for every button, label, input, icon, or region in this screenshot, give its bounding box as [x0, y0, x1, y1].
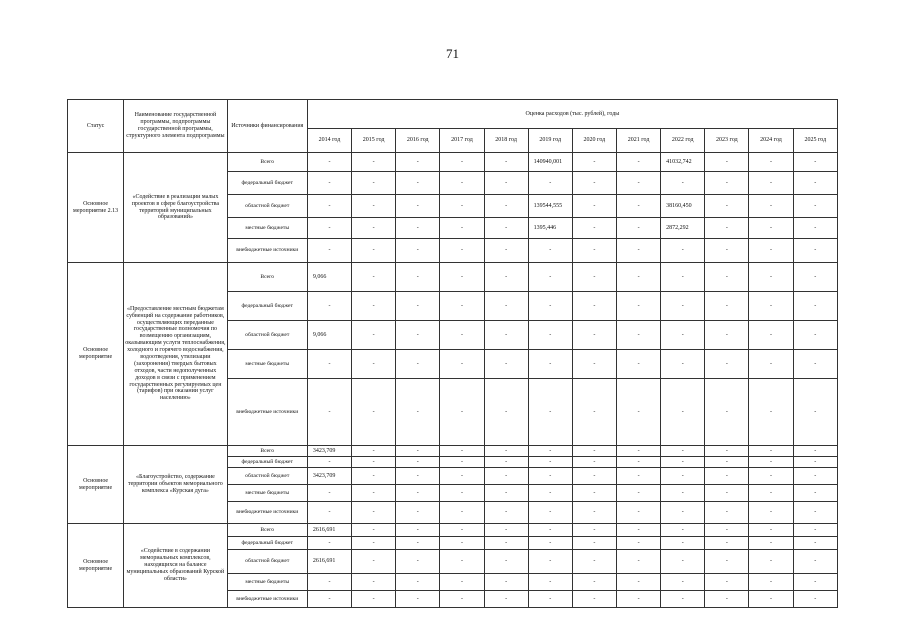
value-cell: 1395,446	[528, 218, 572, 239]
value-cell: -	[396, 468, 440, 485]
value-cell: -	[572, 446, 616, 457]
value-cell: -	[749, 524, 793, 537]
value-cell: -	[616, 379, 660, 446]
value-cell: -	[572, 218, 616, 239]
value-cell: -	[352, 172, 396, 195]
funding-source-cell: федеральный бюджет	[227, 457, 307, 468]
value-cell: -	[793, 591, 837, 608]
value-cell: -	[749, 537, 793, 550]
funding-source-cell: внебюджетные источники	[227, 502, 307, 524]
value-cell: -	[307, 218, 351, 239]
value-cell: -	[440, 591, 484, 608]
value-cell: -	[396, 172, 440, 195]
value-cell: -	[749, 239, 793, 263]
value-cell: -	[440, 574, 484, 591]
value-cell: -	[528, 574, 572, 591]
value-cell: -	[440, 379, 484, 446]
value-cell: 9,066	[307, 321, 351, 350]
value-cell: -	[396, 292, 440, 321]
header-source: Источники финансирования	[227, 100, 307, 153]
value-cell: -	[749, 502, 793, 524]
value-cell: -	[749, 550, 793, 574]
status-cell: Основное мероприятие	[68, 446, 124, 524]
funding-source-cell: областной бюджет	[227, 468, 307, 485]
value-cell: -	[352, 591, 396, 608]
value-cell: -	[616, 574, 660, 591]
header-year: 2019 год	[528, 129, 572, 153]
value-cell: -	[749, 468, 793, 485]
value-cell: -	[484, 263, 528, 292]
value-cell: -	[705, 195, 749, 218]
value-cell: -	[661, 292, 705, 321]
value-cell: -	[749, 379, 793, 446]
value-cell: -	[528, 550, 572, 574]
value-cell: -	[793, 292, 837, 321]
value-cell: -	[793, 550, 837, 574]
value-cell: -	[572, 502, 616, 524]
value-cell: -	[307, 195, 351, 218]
value-cell: -	[705, 263, 749, 292]
value-cell: -	[440, 172, 484, 195]
value-cell: -	[440, 502, 484, 524]
funding-source-cell: Всего	[227, 524, 307, 537]
value-cell: -	[307, 350, 351, 379]
value-cell: -	[572, 153, 616, 172]
value-cell: -	[484, 468, 528, 485]
value-cell: -	[572, 468, 616, 485]
value-cell: -	[616, 350, 660, 379]
value-cell: -	[440, 350, 484, 379]
table-body	[68, 153, 838, 608]
funding-source-cell: Всего	[227, 153, 307, 172]
value-cell: -	[307, 574, 351, 591]
value-cell: -	[616, 502, 660, 524]
value-cell: -	[396, 321, 440, 350]
value-cell: -	[307, 457, 351, 468]
value-cell: -	[352, 457, 396, 468]
status-cell: Основное мероприятие 2.13	[68, 153, 124, 263]
value-cell: -	[705, 524, 749, 537]
value-cell: -	[572, 574, 616, 591]
value-cell: -	[616, 524, 660, 537]
value-cell: -	[528, 457, 572, 468]
value-cell: -	[705, 485, 749, 502]
value-cell: -	[352, 502, 396, 524]
value-cell: -	[661, 446, 705, 457]
value-cell: -	[484, 457, 528, 468]
value-cell: -	[396, 537, 440, 550]
value-cell: -	[307, 239, 351, 263]
value-cell: -	[352, 485, 396, 502]
value-cell: -	[528, 468, 572, 485]
value-cell: -	[396, 524, 440, 537]
value-cell: -	[705, 239, 749, 263]
value-cell: 2872,292	[661, 218, 705, 239]
value-cell: -	[793, 524, 837, 537]
funding-source-cell: областной бюджет	[227, 321, 307, 350]
value-cell: -	[793, 485, 837, 502]
value-cell: -	[661, 263, 705, 292]
value-cell: -	[616, 292, 660, 321]
value-cell: -	[572, 239, 616, 263]
value-cell: -	[616, 550, 660, 574]
value-cell: -	[396, 446, 440, 457]
value-cell: -	[793, 446, 837, 457]
value-cell: -	[396, 153, 440, 172]
value-cell: -	[616, 239, 660, 263]
value-cell: -	[705, 468, 749, 485]
table-header	[68, 100, 838, 153]
value-cell: -	[528, 524, 572, 537]
value-cell: -	[705, 574, 749, 591]
value-cell: -	[749, 263, 793, 292]
value-cell: -	[705, 153, 749, 172]
header-year: 2022 год	[661, 129, 705, 153]
header-year: 2017 год	[440, 129, 484, 153]
value-cell: -	[396, 350, 440, 379]
event-name-cell: «Предоставление местным бюджетам субвенций на содержание работников, осуществляющих переданные государственные полномочия по возмещению организациям, оказывающим услуги теплоснабжения, холодного и горячего водоснабжения, водоотведения, утилизации (захоронения) твердых бытовых отходов, части недополученных доходов в связи с применением государственных регулируемых цен (тарифов) при оказании услуг населению»	[124, 263, 227, 446]
value-cell: -	[484, 218, 528, 239]
value-cell: -	[616, 195, 660, 218]
value-cell: -	[440, 239, 484, 263]
funding-source-cell: федеральный бюджет	[227, 537, 307, 550]
value-cell: -	[793, 468, 837, 485]
value-cell: -	[352, 153, 396, 172]
value-cell: 38160,450	[661, 195, 705, 218]
value-cell: -	[307, 537, 351, 550]
value-cell: -	[484, 379, 528, 446]
value-cell: -	[749, 292, 793, 321]
value-cell: -	[307, 502, 351, 524]
header-year: 2018 год	[484, 129, 528, 153]
value-cell: -	[616, 321, 660, 350]
value-cell: -	[572, 524, 616, 537]
value-cell: -	[793, 321, 837, 350]
funding-source-cell: федеральный бюджет	[227, 292, 307, 321]
value-cell: -	[705, 550, 749, 574]
value-cell: -	[616, 263, 660, 292]
value-cell: -	[661, 591, 705, 608]
value-cell: -	[528, 350, 572, 379]
event-name-cell: «Благоустройство, содержание территории объектов мемориального комплекса «Курская дуга»	[124, 446, 227, 524]
value-cell: -	[396, 379, 440, 446]
value-cell: -	[484, 550, 528, 574]
value-cell: -	[661, 321, 705, 350]
value-cell: -	[352, 574, 396, 591]
funding-source-cell: Всего	[227, 446, 307, 457]
value-cell: -	[352, 195, 396, 218]
value-cell: -	[616, 218, 660, 239]
value-cell: -	[440, 153, 484, 172]
value-cell: 9,066	[307, 263, 351, 292]
budget-table	[67, 99, 838, 608]
value-cell: -	[705, 292, 749, 321]
value-cell: -	[572, 379, 616, 446]
value-cell: -	[749, 218, 793, 239]
header-year: 2021 год	[616, 129, 660, 153]
value-cell: -	[661, 239, 705, 263]
value-cell: -	[749, 321, 793, 350]
value-cell: -	[793, 218, 837, 239]
funding-source-cell: федеральный бюджет	[227, 172, 307, 195]
value-cell: -	[528, 292, 572, 321]
value-cell: -	[528, 502, 572, 524]
value-cell: 139544,555	[528, 195, 572, 218]
value-cell: -	[484, 591, 528, 608]
value-cell: -	[352, 446, 396, 457]
value-cell: -	[705, 537, 749, 550]
header-estimate: Оценка расходов (тыс. рублей), годы	[307, 100, 837, 129]
value-cell: -	[484, 502, 528, 524]
value-cell: -	[572, 195, 616, 218]
value-cell: -	[661, 457, 705, 468]
value-cell: -	[440, 263, 484, 292]
funding-source-cell: местные бюджеты	[227, 485, 307, 502]
funding-source-cell: местные бюджеты	[227, 350, 307, 379]
value-cell: -	[528, 239, 572, 263]
value-cell: -	[793, 195, 837, 218]
value-cell: -	[616, 457, 660, 468]
event-name-cell: «Содействие в реализации малых проектов в сфере благоустройства территорий муниципальных образований»	[124, 153, 227, 263]
value-cell: -	[749, 591, 793, 608]
value-cell: -	[440, 550, 484, 574]
table-row	[68, 446, 838, 457]
value-cell: -	[661, 379, 705, 446]
value-cell: -	[793, 263, 837, 292]
value-cell: -	[352, 468, 396, 485]
value-cell: -	[616, 172, 660, 195]
value-cell: -	[572, 457, 616, 468]
value-cell: -	[396, 502, 440, 524]
value-cell: -	[528, 172, 572, 195]
value-cell: -	[572, 550, 616, 574]
funding-source-cell: местные бюджеты	[227, 574, 307, 591]
value-cell: -	[484, 350, 528, 379]
value-cell: -	[396, 485, 440, 502]
status-cell: Основное мероприятие	[68, 524, 124, 608]
value-cell: -	[661, 172, 705, 195]
value-cell: -	[572, 485, 616, 502]
value-cell: -	[396, 457, 440, 468]
value-cell: -	[793, 502, 837, 524]
value-cell: -	[572, 292, 616, 321]
value-cell: -	[705, 591, 749, 608]
value-cell: -	[661, 485, 705, 502]
value-cell: -	[793, 537, 837, 550]
value-cell: -	[528, 485, 572, 502]
value-cell: -	[528, 591, 572, 608]
value-cell: -	[793, 239, 837, 263]
value-cell: -	[440, 292, 484, 321]
value-cell: -	[616, 537, 660, 550]
header-year: 2025 год	[793, 129, 837, 153]
value-cell: -	[484, 195, 528, 218]
value-cell: -	[749, 574, 793, 591]
value-cell: 3423,709	[307, 468, 351, 485]
value-cell: 3423,709	[307, 446, 351, 457]
value-cell: -	[440, 195, 484, 218]
value-cell: -	[661, 468, 705, 485]
value-cell: -	[396, 195, 440, 218]
status-cell: Основное мероприятие	[68, 263, 124, 446]
value-cell: -	[307, 292, 351, 321]
value-cell: -	[484, 172, 528, 195]
value-cell: -	[705, 321, 749, 350]
value-cell: -	[749, 350, 793, 379]
header-year: 2016 год	[396, 129, 440, 153]
header-name: Наименование государственной программы, подпрограммы государственной программы, структурного элемента подпрограммы	[124, 100, 227, 153]
value-cell: -	[396, 550, 440, 574]
value-cell: -	[705, 457, 749, 468]
value-cell: -	[396, 574, 440, 591]
value-cell: 140940,001	[528, 153, 572, 172]
value-cell: -	[440, 485, 484, 502]
value-cell: -	[528, 537, 572, 550]
value-cell: -	[749, 446, 793, 457]
value-cell: -	[705, 172, 749, 195]
value-cell: -	[484, 239, 528, 263]
value-cell: -	[440, 468, 484, 485]
value-cell: -	[661, 550, 705, 574]
value-cell: -	[352, 350, 396, 379]
value-cell: -	[528, 379, 572, 446]
value-cell: -	[484, 292, 528, 321]
value-cell: -	[793, 574, 837, 591]
header-year: 2014 год	[307, 129, 351, 153]
value-cell: -	[749, 153, 793, 172]
value-cell: -	[307, 485, 351, 502]
value-cell: -	[440, 457, 484, 468]
value-cell: -	[352, 537, 396, 550]
value-cell: -	[661, 502, 705, 524]
value-cell: -	[352, 524, 396, 537]
value-cell: -	[749, 457, 793, 468]
value-cell: -	[307, 379, 351, 446]
value-cell: 2616,691	[307, 524, 351, 537]
funding-source-cell: внебюджетные источники	[227, 591, 307, 608]
value-cell: -	[440, 524, 484, 537]
value-cell: -	[705, 218, 749, 239]
value-cell: -	[352, 379, 396, 446]
value-cell: -	[572, 537, 616, 550]
value-cell: -	[440, 321, 484, 350]
value-cell: -	[484, 153, 528, 172]
header-year: 2023 год	[705, 129, 749, 153]
value-cell: -	[793, 379, 837, 446]
header-year: 2024 год	[749, 129, 793, 153]
value-cell: -	[352, 321, 396, 350]
value-cell: -	[616, 153, 660, 172]
value-cell: -	[440, 446, 484, 457]
value-cell: -	[572, 321, 616, 350]
funding-source-cell: областной бюджет	[227, 195, 307, 218]
value-cell: -	[705, 350, 749, 379]
value-cell: -	[616, 591, 660, 608]
value-cell: -	[396, 239, 440, 263]
value-cell: -	[352, 218, 396, 239]
value-cell: -	[793, 350, 837, 379]
value-cell: -	[705, 446, 749, 457]
value-cell: -	[440, 218, 484, 239]
funding-source-cell: местные бюджеты	[227, 218, 307, 239]
funding-source-cell: областной бюджет	[227, 550, 307, 574]
value-cell: -	[352, 292, 396, 321]
value-cell: -	[661, 350, 705, 379]
value-cell: -	[749, 172, 793, 195]
table-row	[68, 153, 838, 172]
event-name-cell: «Содействие в содержании мемориальных комплексов, находящихся на балансе муниципальных образований Курской области»	[124, 524, 227, 608]
value-cell: -	[484, 321, 528, 350]
value-cell: -	[352, 239, 396, 263]
value-cell: -	[749, 485, 793, 502]
value-cell: -	[528, 321, 572, 350]
value-cell: -	[352, 550, 396, 574]
value-cell: -	[793, 457, 837, 468]
value-cell: -	[528, 263, 572, 292]
page-number: 71	[446, 46, 459, 61]
header-year: 2015 год	[352, 129, 396, 153]
value-cell: -	[616, 446, 660, 457]
value-cell: -	[440, 537, 484, 550]
value-cell: -	[484, 537, 528, 550]
value-cell: -	[793, 153, 837, 172]
header-year: 2020 год	[572, 129, 616, 153]
value-cell: -	[572, 172, 616, 195]
value-cell: -	[396, 218, 440, 239]
value-cell: -	[793, 172, 837, 195]
funding-source-cell: Всего	[227, 263, 307, 292]
value-cell: -	[705, 502, 749, 524]
value-cell: -	[396, 591, 440, 608]
header-status: Статус	[68, 100, 124, 153]
value-cell: -	[307, 153, 351, 172]
table-row	[68, 263, 838, 292]
value-cell: -	[705, 379, 749, 446]
value-cell: -	[484, 446, 528, 457]
value-cell: -	[572, 263, 616, 292]
value-cell: -	[749, 195, 793, 218]
value-cell: -	[661, 537, 705, 550]
value-cell: 41032,742	[661, 153, 705, 172]
value-cell: -	[616, 485, 660, 502]
table-row	[68, 524, 838, 537]
value-cell: -	[307, 591, 351, 608]
value-cell: -	[528, 446, 572, 457]
value-cell: -	[396, 263, 440, 292]
value-cell: -	[661, 574, 705, 591]
value-cell: -	[307, 172, 351, 195]
value-cell: -	[661, 524, 705, 537]
value-cell: 2616,691	[307, 550, 351, 574]
funding-source-cell: внебюджетные источники	[227, 239, 307, 263]
value-cell: -	[616, 468, 660, 485]
value-cell: -	[484, 524, 528, 537]
value-cell: -	[572, 350, 616, 379]
value-cell: -	[352, 263, 396, 292]
value-cell: -	[484, 574, 528, 591]
value-cell: -	[572, 591, 616, 608]
funding-source-cell: внебюджетные источники	[227, 379, 307, 446]
value-cell: -	[484, 485, 528, 502]
